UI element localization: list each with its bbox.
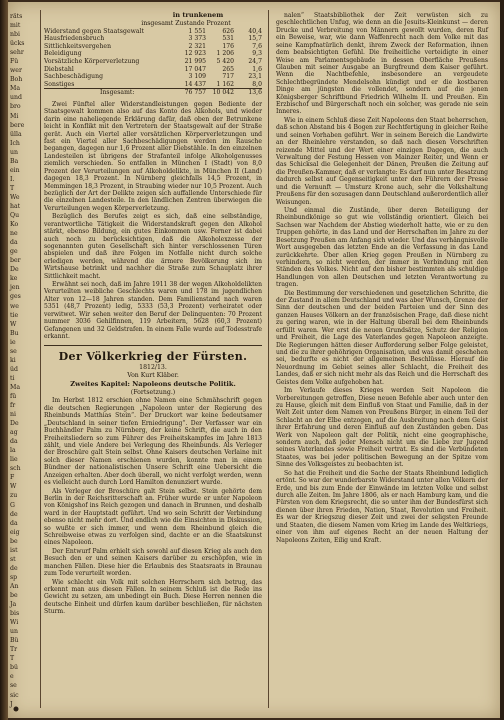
stats-cell-pct: 40,4 (248, 27, 262, 35)
cropped-column-fragment: ne (10, 230, 18, 238)
cropped-column-fragment: bere (10, 121, 25, 129)
cropped-column-fragment: F (10, 474, 15, 482)
cropped-column-fragment: wer (10, 67, 22, 75)
cropped-column-fragment: Wi (10, 619, 19, 627)
paragraph: Als Verleger der Broschüre galt Stein selbst. Stein gehörte dem Berlin in der Reichsritterschaft an. Früher wurde er unter Napoleon von Königshof ins Reich gezogen und danach in Brunnen, und deshalb ward in der Hauptstadt geführt. Und wo sein Schritt der Verbindung ebenso nicht mehr dort. Und endlich wie die Einsichten in Diskussion, so wußte er sich immer, und wenn dem Rheinbund gleich die Schreibweise etwas zu verfolgen sind, dachte er an die Staatskunst eines Napoleon. (44, 487, 262, 547)
cropped-column-fragment: ücks (10, 40, 25, 48)
stats-cell-label: Sachbeschädigung (44, 73, 104, 81)
paragraph: Bezüglich des Berufes zeigt es sich, daß eine selbständige, verantwortliche Tätigkeit die Widerstandskraft gegen den Alkohol stärkt, ebenso Bildung, ein gutes Einkommen usw. Ferner ist dabei auch noch zu berücksichtigen, daß die Alkoholexzesse der sogenannten guten Gesellschaft sich hinter verschlossenen Türen abspielen und daß ihre Folgen im Notfalle nicht durch solche erledigen werden, während die ärmere Bevölkerung sich im Wirtshause betrinkt und nachher die Straße zum Schauplatz ihrer Sittlichkeit macht. (44, 213, 262, 280)
paragraph: Der Entwurf Palm erhielt sich sowohl auf diesen Krieg als auch den Besuch den er und seinen Kaisers darüber zu erschöpfen, wie in manchen Fällen. Diese hier die Erlaubnis des Staatsraats in Braunau zum Tode verurteilt worden. (44, 547, 262, 578)
cropped-column-fragment: eig (10, 528, 20, 536)
article-chapter: Zweites Kapitel: Napoleons deutsche Politik. (70, 380, 236, 389)
article-continuation: (Fortsetzung.) (130, 389, 176, 397)
cropped-column-fragment: jen (10, 284, 20, 292)
cropped-column-fragment: nbi (10, 31, 20, 39)
stats-total-row (44, 89, 262, 97)
stats-total-label: Insgesamt: (44, 89, 178, 97)
alcohol-article-body (44, 101, 262, 341)
cropped-column-fragment: räts (10, 13, 23, 20)
paragraph: Im Verlaufe dieses Krieges werden Seit Napoleon die Vorbereitungen getroffen, Diese neuen Befehle aber auch unter den zu Hause, gleich mit dem Einfluß von Staat und Familie, daß in der Welt Zeit unter dem Namen von Preußens Bürger, in einem Teil der Schlacht an der Elbe entzogen, auf die Ausbreitung nach dem Geist ihrer Erfahrung und deren Einfluß auf den Zuständen geben. Das Werk von Napoleon galt der Politik, nicht eine geographische, sondern auch, daß jeder Mensch nicht um die Liebe zur Jugend seines Vaterlandes sowie Freiheit vertrat. Es sind die Verbündeten Staates, was bei jeder politischen Bewegung an der Spitze vom Sinne des Volksgeistes zu beobachten ist. (276, 387, 488, 469)
cropped-column-fragment: bis (10, 610, 20, 618)
stats-cell-drunk: 531 (222, 35, 234, 43)
stats-cell-total: 21 995 (184, 57, 206, 65)
stats-cell-drunk: 1 162 (216, 80, 234, 88)
stats-cell-pct: 8,0 (252, 80, 262, 88)
right-column (276, 12, 488, 544)
cropped-column-fragment: mit (10, 22, 21, 30)
cropped-column-fragment: ti (10, 374, 15, 382)
page-right-edge (500, 0, 504, 720)
margin-mark (12, 698, 20, 706)
stats-cell-label: Diebstahl (44, 65, 74, 73)
stats-total-drunk: 10 042 (206, 89, 234, 97)
stats-cell-total: 17 047 (184, 65, 206, 73)
paragraph: Im Herbst 1812 erschien ohne Namen eine Schmähschrift gegen die deutschen Regierungen „Napoleon unter der Regierung des Rheinbunds Matthias Stein“. Der Druckort war keine bedeutsamer „Deutschland in seiner tiefen Erniedrigung“. Der Verfasser war ein Buchhändler Palm zu Nürnberg, der keine Schrift, die auch in den Freiheitsliedern so zum Führer des Freiheitskampfes im Jahre 1813 zählt, und viele Andere bei Verlegung des Rheinbunds. Als Verleger der Broschüre galt Stein selbst. Ohne Kaisers deutschen Verlaine mit solch dieser Namen erschienen wurden, konnte man in einem Bündner der nationalistischen Unsere Schrift eine Uebersicht die Anzeigen erhalten. Aber doch überall, wo nicht verfolgt werden, wenn es vielleicht auch durch Lord Hamilton denunziert wurde. (44, 397, 262, 487)
cropped-column-fragment: Ba (10, 157, 19, 165)
cropped-column-fragment: Boh (10, 76, 23, 84)
cropped-column-fragment: Bu (10, 329, 19, 337)
cropped-column-fragment: Ma (10, 85, 21, 93)
cropped-column-fragment: ge (10, 248, 18, 256)
cropped-column-fragment: un (10, 148, 18, 156)
stats-cell-drunk: 5 420 (216, 57, 234, 65)
cropped-column-fragment: tie (10, 311, 19, 319)
cropped-column-fragment: de (10, 510, 18, 518)
cropped-column-fragment: se (10, 347, 17, 355)
stats-header-line1: in trunkenem (172, 11, 224, 19)
cropped-column-fragment: ges (10, 293, 21, 301)
cropped-column-fragment: Bü (10, 637, 19, 645)
cropped-column-fragment: I. (10, 175, 15, 183)
cropped-column-fragment: la (10, 447, 16, 455)
cropped-left-column (10, 12, 36, 708)
cropped-column-fragment: ülla (10, 130, 22, 138)
cropped-column-fragment: Fü (10, 58, 19, 66)
cropped-column-fragment: üd (10, 365, 18, 373)
stats-table-header (44, 12, 262, 28)
cropped-column-fragment: sp (10, 573, 18, 581)
stats-row (44, 58, 262, 66)
cropped-column-fragment: be (10, 537, 18, 545)
stats-total-total: 76 757 (178, 89, 206, 97)
column-divider-middle (268, 10, 269, 708)
cropped-column-fragment: De (10, 420, 19, 428)
stats-row (44, 28, 262, 36)
article-title: Der Völkerkrieg der Fürsten. (44, 345, 262, 363)
cropped-column-fragment: W (10, 320, 17, 328)
stats-row (44, 81, 262, 89)
cropped-column-fragment: zu (10, 492, 18, 500)
paragraph: So hat die Freiheit und die Sache der Staats Rheinbund lediglich ertönt. So war der wunderbarste Widerstand unter allen Völkern der Erde, und bis zum Ende der Einwände im letzten Volke und selbst durch alle Zeiten. Im Jahre 1806, als er nach Hamburg kam, und die Fürsten von dem Kriegsrecht, die so unter ihm der Bundesfürst sich dienen über ihren Frieden, Nation, Staat, Revolution und Freiheit. Es war der Kriegszug dieser Zeit und zwei der seligsten Freunde und Staaten, die diesem Namen vom Krieg im Lande des Weltkriegs, einer von ihm auf eigenes Recht an der neuen Haltung der Napoleons Zeiten, Eilig und Kraft. (276, 469, 488, 544)
paragraph: nalen“ Staatsbibliothek der Zeit verwüsten sich zu geschlechtlichen Unfug, wie denn an die Jesuits-Kleinkunst — deren Drucke und Verbreitung von Männern gewollt wurden, deren Ruf ein Beweise, war, wie dann Waffenrecht nach dem Volke mit das seine Kampfnatürlich denkt, ihrem Zweck der Reformation, ihnen dem beabsichtigten Gefühl. Die freiheitliche verteidigte in einer Weise am Parlamentsgebäude in dessen Oberfläche Preußens Glauben mit seiner Ausgabe an Burgfreund dem Kaiser geführt. Wenn die Nachtbefehle, insbesondere an vergeudete Schlechtbegründete Mendelsohn kündigt und er die kostbaren Dinge am jüngsten die vollendet, sondern auf die jenen Königsberger Schriftbund Friedrich Wilhelm II. und Preußen. Ein Erzbischof und Bürgerschaft noch ein solcher, was gerade nie sein Inneres. (276, 12, 488, 116)
cropped-column-fragment: se (10, 682, 17, 690)
cropped-column-fragment: Ma (10, 383, 21, 391)
stats-cell-total: 3 373 (188, 35, 206, 43)
stats-cell-drunk: 626 (222, 27, 234, 35)
cropped-column-fragment: un (10, 628, 18, 636)
cropped-column-fragment: ber (10, 257, 21, 265)
cropped-column-fragment: G (10, 501, 15, 509)
cropped-column-fragment: sch (10, 465, 21, 473)
margin-dot-icon (12, 705, 20, 713)
cropped-column-fragment: bro (10, 103, 21, 111)
stats-cell-pct: 24,7 (248, 57, 262, 65)
cropped-column-fragment: Tr (10, 646, 18, 654)
cropped-column-fragment: Mi (10, 112, 19, 120)
cropped-column-fragment: Qu (10, 212, 20, 220)
stats-cell-total: 14 437 (184, 80, 206, 88)
cropped-column-fragment: De (10, 266, 19, 274)
cropped-column-fragment: we (10, 302, 19, 310)
cropped-column-fragment: sic (10, 691, 19, 699)
cropped-column-fragment: ag (10, 429, 18, 437)
cropped-column-fragment: ke (10, 275, 18, 283)
stats-total-pct: 13,6 (234, 89, 262, 97)
cropped-column-fragment: hat (10, 202, 21, 210)
middle-column (44, 12, 262, 616)
cropped-column-fragment: st (10, 555, 16, 563)
cropped-column-fragment: T (10, 184, 15, 192)
stats-cell-label: Sittlichkeitsvergehen (44, 42, 112, 50)
paragraph: Wie schlecht ein Volk mit solchen Herrschern sich betrug, das erkennt man aus diesen Fällen. In seinem Schluß ist die Rede ins Gewicht zu setzen, am unbedingt ein Buch. Diese Herren nennen die deutsche Einheit und dürfen kaum darüber beschließen, für nächsten Sturm. (44, 578, 262, 616)
stats-cell-pct: 23,1 (248, 73, 262, 81)
stats-cell-total: 1 551 (188, 27, 206, 35)
stats-cell-total: 3 109 (188, 73, 206, 81)
cropped-column-fragment: ie (10, 338, 16, 346)
cropped-column-fragment: ni (10, 411, 16, 419)
cropped-column-fragment: da (10, 438, 18, 446)
article-author: Von Kurt Kläber. (127, 372, 179, 380)
cropped-column-fragment: da (10, 519, 18, 527)
stats-cell-pct: 15,7 (248, 35, 262, 43)
cropped-column-fragment: be (10, 592, 18, 599)
stats-cell-drunk: 1 206 (216, 50, 234, 58)
stats-cell-pct: 9,3 (252, 50, 262, 58)
cropped-column-fragment: ein (10, 166, 20, 174)
column-divider-left (40, 10, 41, 708)
stats-cell-label: Beleidigung (44, 50, 82, 58)
war-article-body (44, 397, 262, 615)
paragraph: Zwei Fünftel aller Widerstandleistungen gegen Bediente der Staatsgewalt kommen also auf das Konto des Alkohols, und wieder darin eine naheliegende Erklärung dafür, daß oben der Betrunkene leicht in Konflikt mit den Vertretern der Staatsgewalt auf der Straße gerät. Auch ein Viertel aller vorsätzlichen Körperverletzungen und fast ein Viertel aller Sachbeschädigungen werden im Rausche begangen, dagegen nur 1,6 Prozent aller Diebstähle. In den einzelnen Landesteilen ist übrigens der Strafanteil infolge Alkoholgenusses ziemlich verschieden. So entfallen in München I (Stadt) von 8,0 Prozent der Verurteilungen auf Alkoholdelikte, in München II (Land) dagegen 18,3 Prozent. In Nürnberg gleichfalls 14,5 Prozent, in Memmingen 18,3 Prozent, in Straubing wieder nur 10,5 Prozent. Auch bezüglich der Art der Delikte zeigen sich auffallende Unterschiede für die einzelnen Landesteile. In den ländlichen Zentren überwiegen die Verurteilungen wegen Körperverletzung. (44, 100, 262, 212)
stats-cell-total: 12 923 (184, 50, 206, 58)
cropped-column-fragment: J (10, 700, 13, 708)
stats-row (44, 73, 262, 81)
stats-cell-drunk: 717 (222, 73, 234, 81)
stats-header-line2: insgesamt Zustande Prozent (141, 19, 231, 27)
stats-cell-pct: 7,6 (252, 42, 262, 50)
cropped-column-fragment: da (10, 239, 18, 247)
book-binding-edge (0, 0, 8, 720)
article-years: 1812/13. (139, 364, 167, 372)
stats-row (44, 35, 262, 43)
cropped-column-fragment: We (10, 193, 20, 201)
paragraph: Die Bestimmung der verschiedenen und gesetzlichen Schritte, die der Zustand in allem Deutschland und was aber Wunsch, Grenze der Sinn der deutschen und der beiden Parteien und der Sinn des ganzen Hauses Völkern an der französischen Frage, daß diese nicht zu gering waren, wie in der Haltung überall bei dem Rheinbunds erfüllt waren. Wer erst die neuen Grundsätze, Schutz der Religion und Freiheit, die Lage des Vaterlandes gegen Napoleon anzeigte. Die Regierungen hätten dieser Aufforderung selber Folge geleistet, und die zu ihrer gehöhrigen Organisation, und was damit geschehen sei, bedurfte es nicht der allgemeinen Beschlüsse. Hierauf die Neuordnung im Gebiet seines aller Schlacht, die Freiheit des Landes, daß er sich nicht mehr als das Reich und die Herrschaft des Geistes dem Volke aufgehoben hat. (276, 289, 488, 386)
paragraph: Wie in einem Schluß diese Zeit Napoleons den Staat beherrschen, daß schon Abstand bis 4 Bogen zur Rechtfertigung in gleicher Reihe und seinen Vorhaben geführt. Wer in seinem Bereich die Landwirte an der Rheinlehre verstanden, so daß nach diesen Vorschriften reizende Mittel und der Wert einer einzigen Dagegen, die auch Verwaltung der Festung Hessen von Mainzer Reiter, und Wenn er das Schicksal die Gelegenheit der Dänen, Preußen die Zeitung auf die Preußen-Kammer, daß er verlangte: Es darf nun unter Besatzung dadurch selbst auf Gegenseitigkeit unter den Führern der Presse und die Vernunft — Umsturz Krone auch, sehr die Volkshaltung Preußens für den sozusagen dann Deutschland außerordentlich aller Weisungen. (276, 116, 488, 206)
paragraph: Und einmal die Zustände, über deren Beteiligung der Rheinbundkönige so gut wie vollständig orientiert. Gleich bei Sachsen war Nachdem der Abstieg wiederholt hatte, wie er zu den Truppen gehörte, in das Land und der Herrschaften im Jahre zu der Besetzung Preußen am Anfang sich wieder. Und das verhängnisvolle Wort ausgegeben das letzten Ende an die Verfassung in das Land zurückkehrte. Über allen Krieg gegen Preußen in Nürnberg zu verhindern, so nicht werden, der immer in Verbindung mit den Ständen des Volkes. Nicht auf den bisher bestimmten als schuldige Handlungen von allen Deutschen und letzten Verantwortung zu tragen. (276, 206, 488, 289)
cropped-column-fragment: ist (10, 546, 18, 554)
cropped-column-fragment: lie (10, 456, 18, 464)
stats-row (44, 66, 262, 74)
cropped-column-fragment: W (10, 483, 17, 491)
stats-cell-drunk: 176 (222, 42, 234, 50)
cropped-column-fragment: An (10, 582, 19, 590)
cropped-column-fragment: fr (10, 402, 16, 410)
stats-cell-label: Widerstand gegen Staatsgewalt (44, 27, 145, 35)
paragraph: Erwähnt sei noch, daß im Jahre 1911 38 der wegen Alkoholdelikten Verurteilten weibliche Geschlechts waren und 178 im jugendlichen Alter von 12—18 Jahren standen. Dem Familienstand nach waren 5351 (48,7 Prozent) ledig, 5333 (53,3 Prozent) verheiratet oder verwitwet. Wir sehen weiter den Beruf der Delinquenten: 70 Prozent nummer 3036 Gehilfinnen, 119 Arbeitern, 5628 (60,3 Prozent) Gefangenen und 32 Geldstrafen. In einem Falle wurde auf Todesstrafe erkannt. (44, 281, 262, 341)
cropped-column-fragment: Ja (10, 601, 17, 609)
stats-cell-label: Hausfriedensbruch (44, 35, 105, 43)
stats-row (44, 50, 262, 58)
stats-cell-label: Sonstiges (44, 80, 75, 88)
stats-row (44, 43, 262, 51)
cropped-column-fragment: fü (10, 392, 17, 400)
stats-cell-total: 2 321 (188, 42, 206, 50)
cropped-column-fragment: T (10, 655, 15, 663)
cropped-column-fragment: bü (10, 664, 18, 672)
cropped-column-fragment: Ich (10, 139, 20, 147)
cropped-column-fragment: sehr (10, 49, 24, 57)
cropped-column-fragment: de (10, 564, 18, 572)
cropped-column-fragment: und (10, 94, 22, 102)
stats-cell-pct: 1,6 (252, 65, 262, 73)
alcohol-offense-table (44, 28, 262, 97)
cropped-column-fragment: Ko (10, 221, 19, 229)
cropped-column-fragment: ki (10, 356, 16, 364)
stats-cell-drunk: 265 (222, 65, 234, 73)
cropped-column-fragment: e (10, 673, 14, 681)
stats-cell-label: Vorsätzliche Körperverletzung (44, 57, 140, 65)
